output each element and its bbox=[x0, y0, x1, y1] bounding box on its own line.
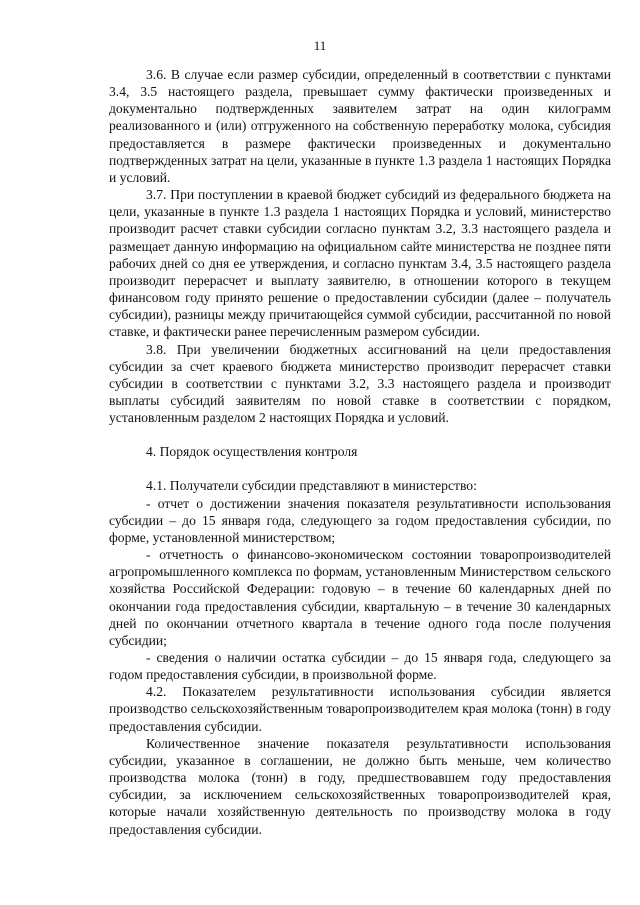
list-item-financial-reporting: - отчетность о финансово-экономическом состоянии товаропроизводителей агропромышленного комплекса по формам, установленным Министерством сельского хозяйства Российской Федерации: годовую – в течение 60 календарных дней по окончании года предоставления субсидии, квартальную – в течение 30 календарных дней по окончании отчетного квартала в течение одного года после получения субсидии; bbox=[109, 547, 611, 648]
section-4-heading: 4. Порядок осуществления контроля bbox=[146, 444, 358, 460]
paragraph-3-7: 3.7. При поступлении в краевой бюджет субсидий из федерального бюджета на цели, указанные в пункте 1.3 раздела 1 настоящих Порядка и условий, министерство производит расчет ставки субсидии согласно пунктам 3.2, 3.3 настоящего раздела и размещает данную информацию на официальном сайте министерства не позднее пяти рабочих дней со дня ее утверждения, и согласно пунктам 3.4, 3.5 настоящего раздела производит перерасчет и выплату заявителю, в отношении которого в текущем финансовом году принято решение о предоставлении субсидии (далее – получатель субсидии), разницы между причитающейся суммой субсидии, рассчитанной по новой ставке, и фактически ранее перечисленным размером субсидии. bbox=[109, 187, 611, 340]
section-spacer bbox=[109, 426, 611, 443]
page-number: 11 bbox=[313, 38, 327, 53]
paragraph-4-1: 4.1. Получатели субсидии представляют в министерство: bbox=[146, 478, 477, 494]
paragraph-4-2: 4.2. Показателем результативности использования субсидии является производство сельскохозяйственным товаропроизводителем края молока (тонн) в году предоставления субсидии. bbox=[109, 684, 611, 734]
paragraph-indicator-value: Количественное значение показателя результативности использования субсидии, указанное в соглашении, не должно быть меньше, чем количество производства молока (тонн) в году, предшествовавшем году предоставления субсидии, за исключением сельскохозяйственных товаропроизводителей края, которые начали хозяйственную деятельность по производству молока в году предоставления субсидии. bbox=[109, 735, 611, 837]
section-spacer bbox=[109, 460, 611, 477]
paragraph-3-6: 3.6. В случае если размер субсидии, определенный в соответствии с пунктами 3.4, 3.5 настоящего раздела, превышает сумму фактически произведенных и документально подтвержденных заявителем затрат на один килограмм реализованного и (или) отгруженного на собственную переработку молока, субсидия предоставляется в размере фактически произведенных и документально подтвержденных затрат на цели, указанные в пункте 1.3 раздела 1 настоящих Порядка и условий. bbox=[109, 67, 611, 185]
list-item-report: - отчет о достижении значения показателя результативности использования субсидии – до 15 января года, следующего за годом предоставления субсидии, по форме, установленной министерством; bbox=[109, 495, 611, 545]
body-text bbox=[109, 66, 611, 838]
list-item-balance-info: - сведения о наличии остатка субсидии – до 15 января года, следующего за годом предоставления субсидии, в произвольной форме. bbox=[109, 650, 611, 683]
paragraph-3-8: 3.8. При увеличении бюджетных ассигнований на цели предоставления субсидии за счет краевого бюджета министерство производит перерасчет ставки субсидии в соответствии с пунктами 3.2, 3.3 настоящего раздела и производит выплаты субсидий заявителям по новой ставке в соответствии с порядком, установленным разделом 2 настоящих Порядка и условий. bbox=[109, 341, 611, 426]
